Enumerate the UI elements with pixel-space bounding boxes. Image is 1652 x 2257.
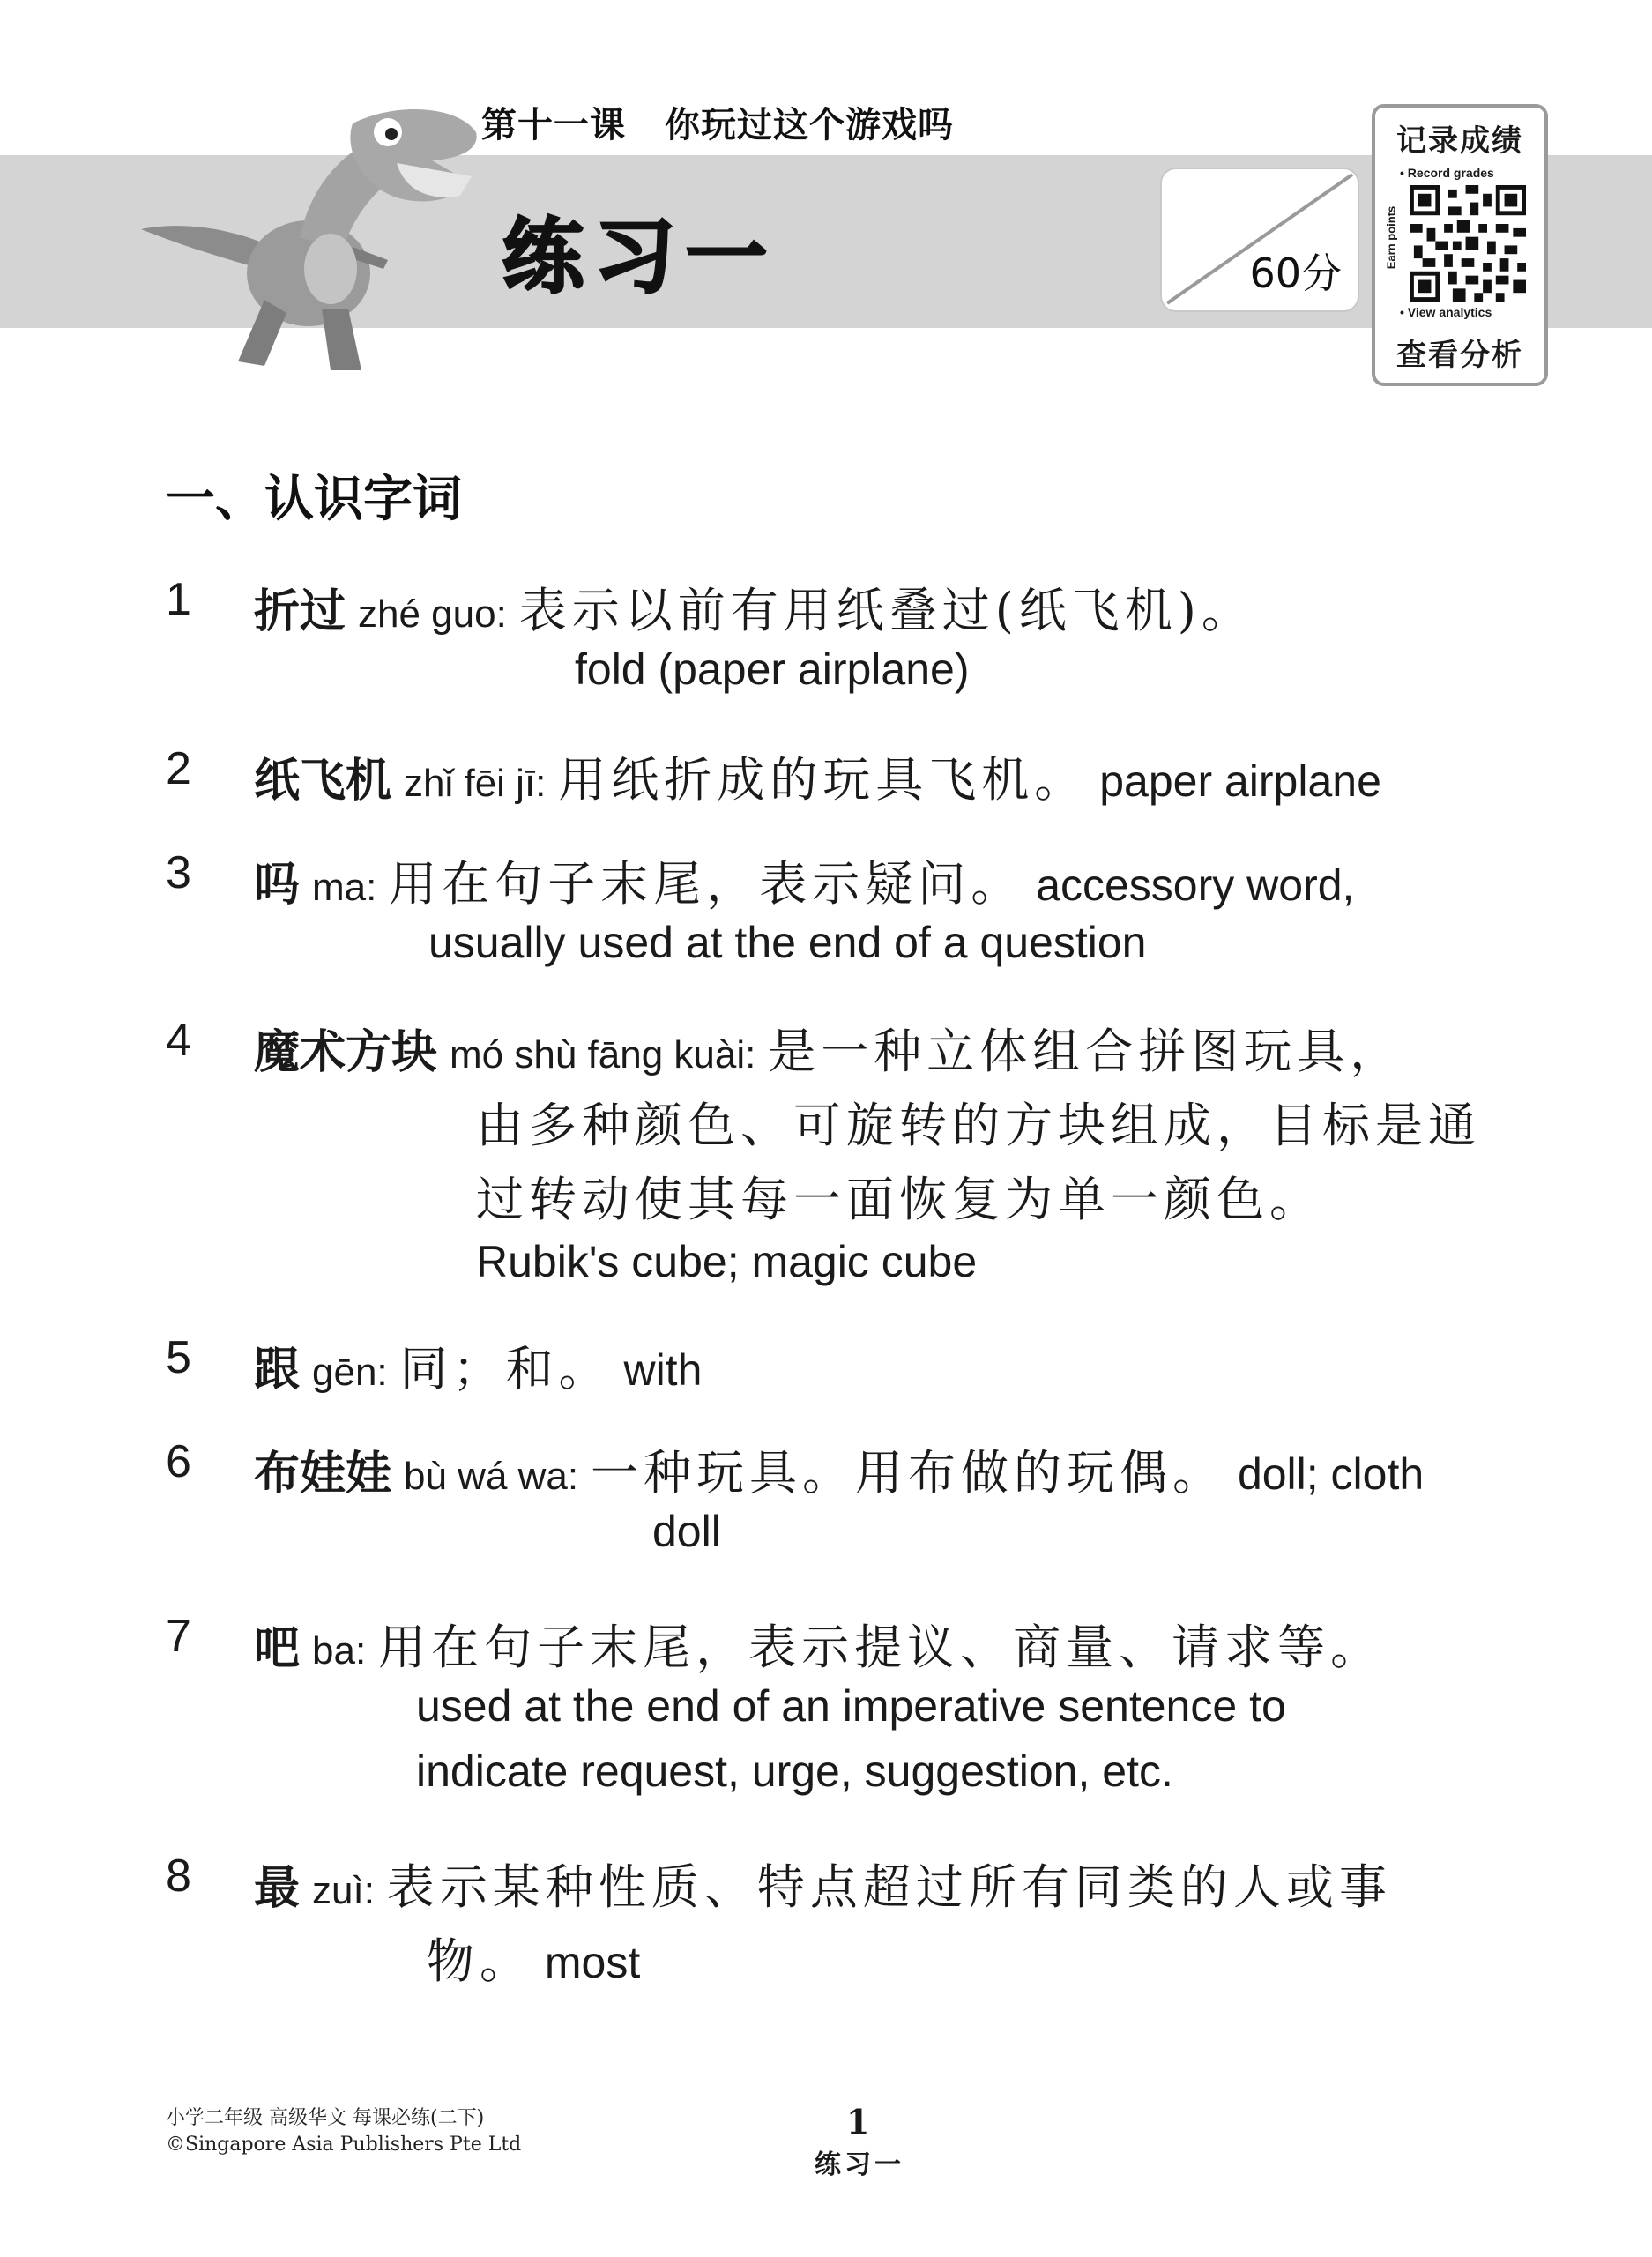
- entry-number: 6: [166, 1436, 191, 1487]
- entry-english: doll; cloth: [1237, 1449, 1425, 1499]
- entry-english: paper airplane: [1099, 756, 1381, 806]
- section-title: 一、认识字词: [166, 471, 462, 528]
- entry-definition: 用纸折成的玩具飞机。: [558, 752, 1088, 808]
- entry-definition: 表示某种性质、特点超过所有同类的人或事: [386, 1859, 1392, 1915]
- entry-line: [254, 1610, 1383, 1678]
- entry-number: 4: [166, 1015, 191, 1066]
- entry-pinyin: ba:: [312, 1629, 367, 1672]
- entry-pinyin: zuì:: [312, 1869, 375, 1912]
- entry-pinyin: ma:: [312, 866, 377, 909]
- entry-number: 1: [166, 574, 191, 625]
- entry-line: [254, 742, 1381, 810]
- entry-english: used at the end of an imperative sentence to: [416, 1681, 1286, 1731]
- entry-english-cont: usually used at the end of a question: [428, 918, 1147, 967]
- entry-english: most: [544, 1938, 641, 1987]
- entry-word: 纸飞机: [254, 755, 392, 808]
- entry-pinyin: mó shù fāng kuài:: [450, 1033, 756, 1076]
- entry-definition: 同；和。: [399, 1341, 612, 1397]
- entry-line: [254, 573, 1254, 641]
- footer-credits: [166, 2105, 521, 2158]
- lesson-name: 你玩过这个游戏吗: [665, 105, 954, 145]
- entry-word: 最: [254, 1862, 301, 1915]
- entry-number: 8: [166, 1851, 191, 1902]
- footer-copyright: ©Singapore Asia Publishers Pte Ltd: [166, 2134, 522, 2156]
- entry-definition: 一种玩具。用布做的玩偶。: [591, 1445, 1226, 1501]
- entry-line: [254, 1850, 1392, 1918]
- entry-line: [254, 1331, 702, 1399]
- entry-word: 魔术方块: [254, 1026, 438, 1079]
- entry-pinyin: zhé guo:: [358, 592, 507, 636]
- record-grades-label: 记录成绩: [1396, 123, 1523, 159]
- entry-pinyin: zhǐ fēi jī:: [404, 762, 547, 805]
- entry-english: fold (paper airplane): [575, 644, 970, 694]
- entry-word: 折过: [254, 585, 346, 638]
- entry-definition-cont: 由多种颜色、可旋转的方块组成，目标是通: [476, 1098, 1481, 1153]
- footer-exercise-label: 练习一: [815, 2149, 904, 2180]
- entry-line: [254, 1014, 1403, 1082]
- entry-word: 跟: [254, 1344, 301, 1397]
- entry-english: Rubik's cube; magic cube: [476, 1237, 978, 1286]
- entry-definition: 用在句子末尾，表示疑问。: [389, 856, 1024, 912]
- entry-english: accessory word,: [1036, 860, 1355, 910]
- view-analytics-note: • View analytics: [1400, 305, 1492, 319]
- entry-definition-cont: 物。: [427, 1933, 532, 1989]
- entry-number: 7: [166, 1611, 191, 1662]
- entry-line-cont: [427, 1924, 640, 1992]
- entry-line: [254, 1435, 1424, 1503]
- page-number: 1: [846, 2102, 870, 2142]
- entry-english-cont: doll: [652, 1507, 721, 1556]
- earn-points-note: Earn points: [1384, 205, 1398, 270]
- entry-number: 2: [166, 743, 191, 794]
- entry-definition: 是一种立体组合拼图玩具，: [768, 1024, 1403, 1079]
- entry-pinyin: gēn:: [312, 1351, 388, 1394]
- entry-line: [254, 846, 1354, 914]
- exercise-title: 练习一: [502, 210, 778, 304]
- entry-word: 布娃娃: [254, 1448, 392, 1501]
- lesson-number: 第十一课: [481, 105, 626, 145]
- dinosaur-mascot-icon: [132, 97, 502, 388]
- entry-pinyin: bù wá wa:: [404, 1455, 579, 1498]
- qr-panel[interactable]: [1372, 104, 1548, 386]
- entry-definition: 表示以前有用纸叠过(纸飞机)。: [518, 583, 1254, 638]
- entry-number: 5: [166, 1332, 191, 1383]
- entry-number: 3: [166, 847, 191, 898]
- entry-word: 吗: [254, 859, 301, 912]
- view-analytics-label: 查看分析: [1396, 338, 1523, 373]
- score-value: 60分: [1249, 250, 1342, 297]
- footer-book-title: 小学二年级 高级华文 每课必练(二下): [166, 2107, 485, 2129]
- entry-english: with: [623, 1345, 703, 1395]
- entry-word: 吧: [254, 1622, 301, 1675]
- entry-definition-cont: 过转动使其每一面恢复为单一颜色。: [476, 1172, 1322, 1227]
- entry-definition: 用在句子末尾，表示提议、商量、请求等。: [378, 1620, 1384, 1675]
- record-grades-note: • Record grades: [1400, 166, 1494, 180]
- entry-english-cont: indicate request, urge, suggestion, etc.: [416, 1747, 1173, 1796]
- qr-code-icon[interactable]: [1409, 185, 1527, 302]
- score-box: [1160, 168, 1359, 312]
- lesson-title: [481, 97, 954, 147]
